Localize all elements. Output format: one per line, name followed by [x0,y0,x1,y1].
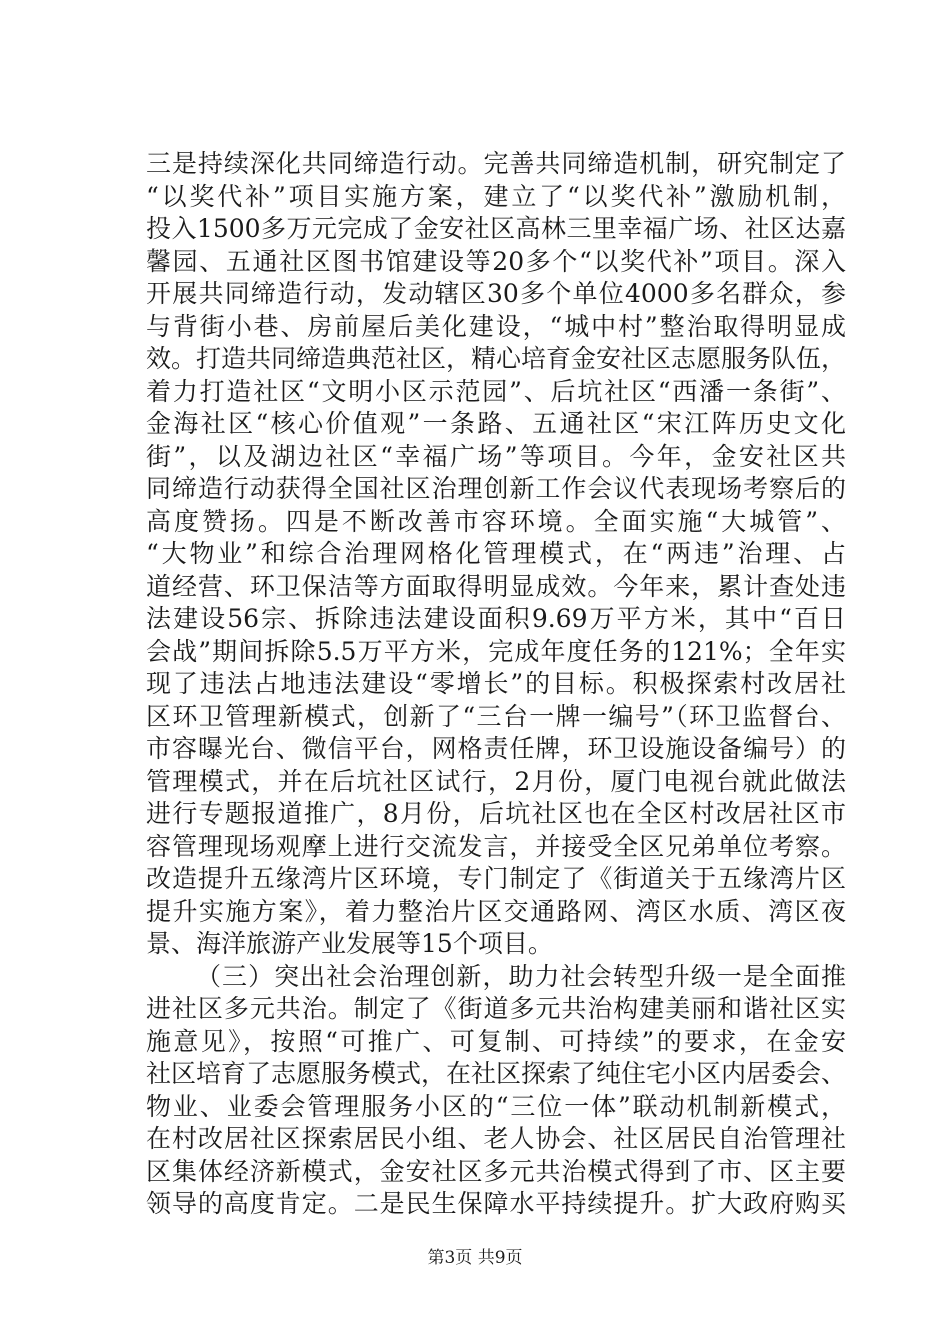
text-line: 区环卫管理新模式，创新了“三台一牌一编号”（环卫监督台、 [146,701,846,731]
text-line: 容管理现场观摩上进行交流发言，并接受全区兄弟单位考察。 [146,831,846,861]
text-line: 景、海洋旅游产业发展等15个项目。 [146,929,553,958]
text-line: 改造提升五缘湾片区环境，专门制定了《街道关于五缘湾片区 [146,864,846,893]
text-line: 同缔造行动获得全国社区治理创新工作会议代表现场考察后的 [146,474,846,503]
text-line: 进行专题报道推广，8月份，后坑社区也在全区村改居社区市 [146,799,846,828]
text-line: 开展共同缔造行动，发动辖区30多个单位4000多名群众，参 [146,279,846,308]
text-line: 施意见》，按照“可推广、可复制、可持续”的要求，在金安 [146,1026,846,1056]
text-line: 会战”期间拆除5.5万平方米，完成年度任务的121%；全年实 [146,636,846,666]
text-line: 投入1500多万元完成了金安社区高林三里幸福广场、社区达嘉 [146,214,846,243]
text-line: 馨园、五通社区图书馆建设等20多个“以奖代补”项目。深入 [146,246,846,276]
text-line: 街”，以及湖边社区“幸福广场”等项目。今年，金安社区共 [146,441,846,471]
text-line: 在村改居社区探索居民小组、老人协会、社区居民自治管理社 [146,1124,846,1153]
page-number: 第3页 共9页 [427,1248,523,1268]
page-footer [0,1243,950,1268]
text-line: “以奖代补”项目实施方案，建立了“以奖代补”激励机制， [146,181,846,211]
text-line: “大物业”和综合治理网格化管理模式，在“两违”治理、占 [146,539,846,568]
text-line: 市容曝光台、微信平台，网格责任牌，环卫设施设备编号）的 [146,734,846,763]
text-line: 领导的高度肯定。二是民生保障水平持续提升。扩大政府购买 [146,1189,846,1218]
section-heading-line: （三）突出社会治理创新，助力社会转型升级一是全面推 [196,961,846,991]
text-line: 三是持续深化共同缔造行动。完善共同缔造机制，研究制定了 [146,149,846,178]
text-line: 进社区多元共治。制定了《街道多元共治构建美丽和谐社区实 [146,994,846,1023]
body-text [146,148,846,1221]
text-line: 区集体经济新模式，金安社区多元共治模式得到了市、区主要 [146,1156,846,1186]
text-line: 物业、业委会管理服务小区的“三位一体”联动机制新模式， [146,1091,846,1121]
text-line: 金海社区“核心价值观”一条路、五通社区“宋江阵历史文化 [146,409,846,438]
text-line: 着力打造社区“文明小区示范园”、后坑社区“西潘一条街”、 [146,376,846,406]
text-line: 效。打造共同缔造典范社区，精心培育金安社区志愿服务队伍， [146,344,847,373]
text-line: 提升实施方案》，着力整治片区交通路网、湾区水质、湾区夜 [146,896,846,926]
text-line: 高度赞扬。四是不断改善市容环境。全面实施“大城管”、 [146,506,846,536]
text-line: 与背街小巷、房前屋后美化建设，“城中村”整治取得明显成 [146,311,846,341]
text-line: 法建设56宗、拆除违法建设面积9.69万平方米，其中“百日 [146,604,846,633]
text-line: 现了违法占地违法建设“零增长”的目标。积极探索村改居社 [146,669,846,698]
text-line: 社区培育了志愿服务模式，在社区探索了纯住宅小区内居委会、 [146,1059,847,1088]
text-line: 道经营、环卫保洁等方面取得明显成效。今年来，累计查处违 [146,571,846,601]
text-line: 管理模式，并在后坑社区试行，2月份，厦门电视台就此做法 [146,766,846,796]
